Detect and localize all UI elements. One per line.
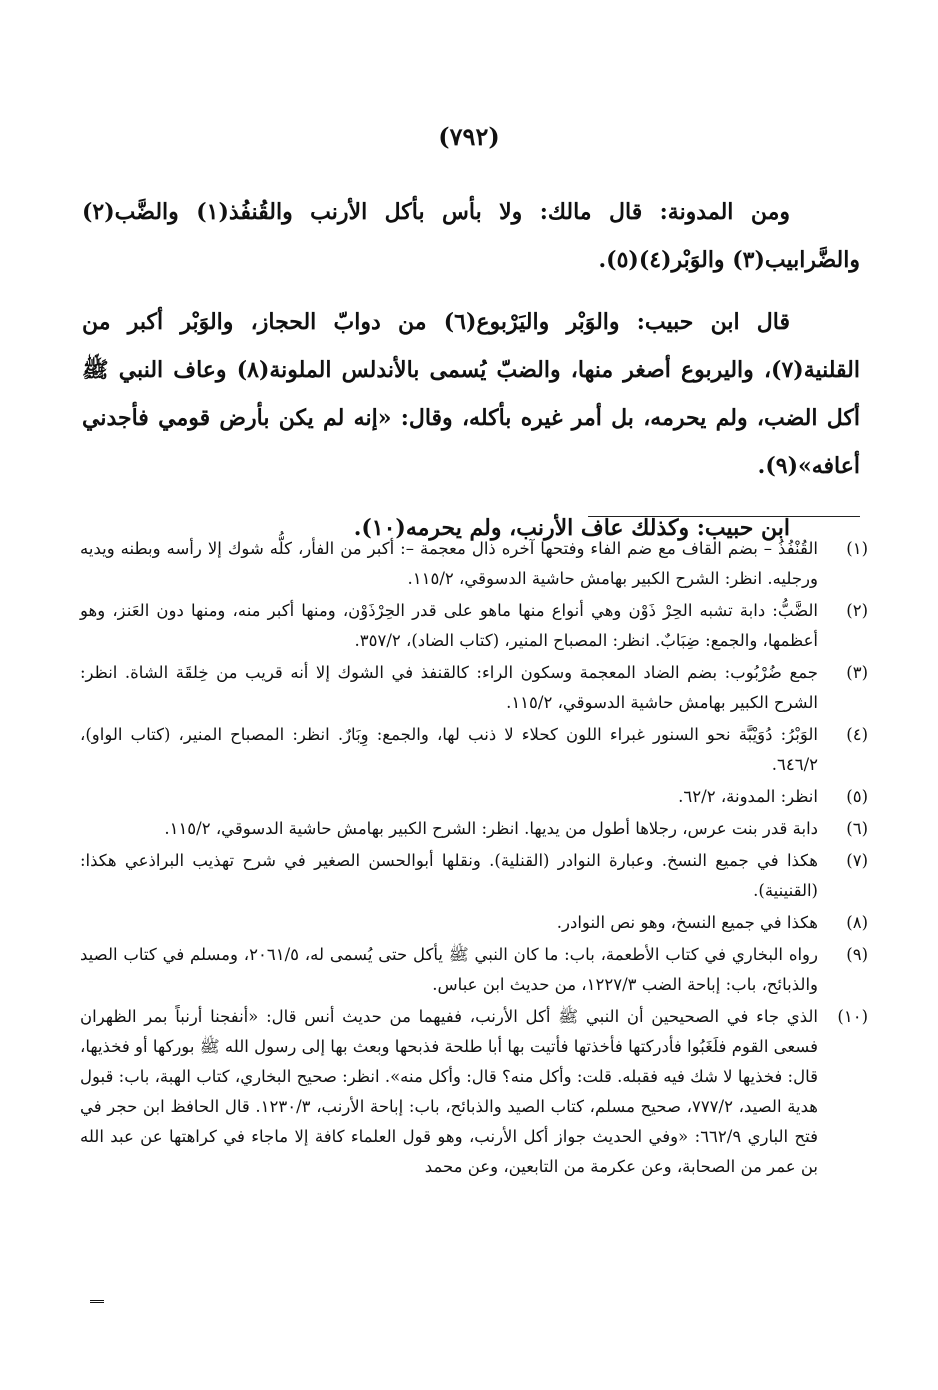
footnote-number: (١) xyxy=(846,539,868,558)
footnote-number: (٩) xyxy=(846,945,868,964)
footnote-number: (١٠) xyxy=(837,1007,868,1026)
footnote-text: دابة قدر بنت عرس، رجلاها أطول من يديها. انظر: الشرح الكبير بهامش حاشية الدسوقي، ١١٥/٢. xyxy=(164,819,818,838)
footnote xyxy=(80,720,868,780)
footnote-number: (٧) xyxy=(846,851,868,870)
footnote xyxy=(80,596,868,656)
paragraph-2: قال ابن حبيب: والوَبْر واليَرْبوع(٦) من دوابّ الحجاز، والوَبْر أكبر من القلنية(٧)، واليربوع أصغر منها، والضبّ يُسمى بالأندلس الملونة(٨) وعاف النبي ﷺ أكل الضب، ولم يحرمه، بل أمر غيره بأكله، وقال: «إنه لم يكن بأرض قومي فأجدني أعافه»(٩). xyxy=(82,309,860,479)
footnote-separator xyxy=(588,516,860,517)
footnotes xyxy=(80,534,868,1184)
page-number: (٧٩٢) xyxy=(438,122,500,151)
footnote-text: رواه البخاري في كتاب الأطعمة، باب: ما كان النبي ﷺ يأكل حتى يُسمى له، ٢٠٦١/٥، ومسلم في كتاب الصيد والذبائح، باب: إباحة الضب ١٢٢٧/٣، من حديث ابن عباس. xyxy=(80,945,818,994)
footnote-number: (٤) xyxy=(846,725,868,744)
footnote xyxy=(80,1002,868,1182)
footnote xyxy=(80,846,868,906)
footnote xyxy=(80,782,868,812)
footnote-text: جمع ضُرْبُوب: بضم الضاد المعجمة وسكون الراء: كالقنفذ في الشوك إلا أنه قريب من خِلقَة الشاة. انظر: الشرح الكبير بهامش حاشية الدسوقي، ١١٥/٢. xyxy=(80,663,818,712)
footnote-text: القُنْفُذُ – بضم القاف مع ضم الفاء وفتحها آخره ذال معجمة –: أكبر من الفأر، كلُّه شوك إلا رأسه وبطنه ويديه ورجليه. انظر: الشرح الكبير بهامش حاشية الدسوقي، ١١٥/٢. xyxy=(80,539,818,588)
footnote-text: انظر: المدونة، ٦٢/٢. xyxy=(678,787,818,806)
footnote xyxy=(80,908,868,938)
footnote-text: الذي جاء في الصحيحين أن النبي ﷺ أكل الأرنب، ففيهما من حديث أنس قال: «أنفجنا أرنباً بمر الظهران فسعى القوم فلَغَبُوا فأدركتها فأخذتها فأتيت بها أبا طلحة فذبحها وبعث بها إلى رسول الله ﷺ بوركها أو فخذيها، قال: فخذيها لا شك فيه فقبله. قلت: وأكل منه؟ قال: وأكل منه». انظر: صحيح البخاري، كتاب الهبة، باب: قبول هدية الصيد، ٧٧٧/٢، صحيح مسلم، كتاب الصيد والذبائح، باب: إباحة الأرنب، ١٢٣٠/٣. قال الحافظ ابن حجر في فتح الباري ٦٦٢/٩: «وفي الحديث جواز أكل الأرنب، وهو قول العلماء كافة إلا ماجاء في كراهتها عن عبد الله بن عمر من الصحابة، وعن عكرمة من التابعين، وعن محمد xyxy=(80,1007,818,1176)
footnote-number: (٦) xyxy=(846,819,868,838)
footnote-text: هكذا في جميع النسخ، وهو نص النوادر. xyxy=(556,913,818,932)
paragraph-1: ومن المدونة: قال مالك: ولا بأس بأكل الأرنب والقُنفُذ(١) والضَّب(٢) والضَّرابيب(٣) والوَبْر(٤)(٥). xyxy=(82,199,860,273)
footnote-number: (٣) xyxy=(846,663,868,682)
footnote-number: (٥) xyxy=(846,787,868,806)
footnote xyxy=(80,534,868,594)
footnote-text: الضَّبُّ: دابة تشبه الحِرْ ذَوْن وهي أنواع منها ماهو على قدر الحِرْذَوْن، ومنها أكبر منه، ومنها دون العَنز، وهو أعظمها، والجمع: ضِبَابٌ. انظر: المصباح المنير، (كتاب الضاد)، ٣٥٧/٢. xyxy=(80,601,818,650)
footnote-text: الوَبْرُ: دُوَيْبَّة نحو السنور غبراء اللون كحلاء لا ذنب لها، والجمع: وِبَارٌ. انظر: المصباح المنير، (كتاب الواو)، ٦٤٦/٢. xyxy=(80,725,818,774)
continuation-mark xyxy=(90,1300,104,1305)
footnote xyxy=(80,814,868,844)
footnote xyxy=(80,940,868,1000)
footnote xyxy=(80,658,868,718)
main-text xyxy=(82,188,860,566)
footnote-number: (٨) xyxy=(846,913,868,932)
footnote-text: هكذا في جميع النسخ. وعبارة النوادر (القنلية). ونقلها أبوالحسن الصغير في شرح تهذيب البراذعي هكذا: (القنينية). xyxy=(80,851,818,900)
paragraph-3: ابن حبيب: وكذلك عاف الأرنب، ولم يحرمه(١٠). xyxy=(353,515,790,541)
footnote-number: (٢) xyxy=(846,601,868,620)
